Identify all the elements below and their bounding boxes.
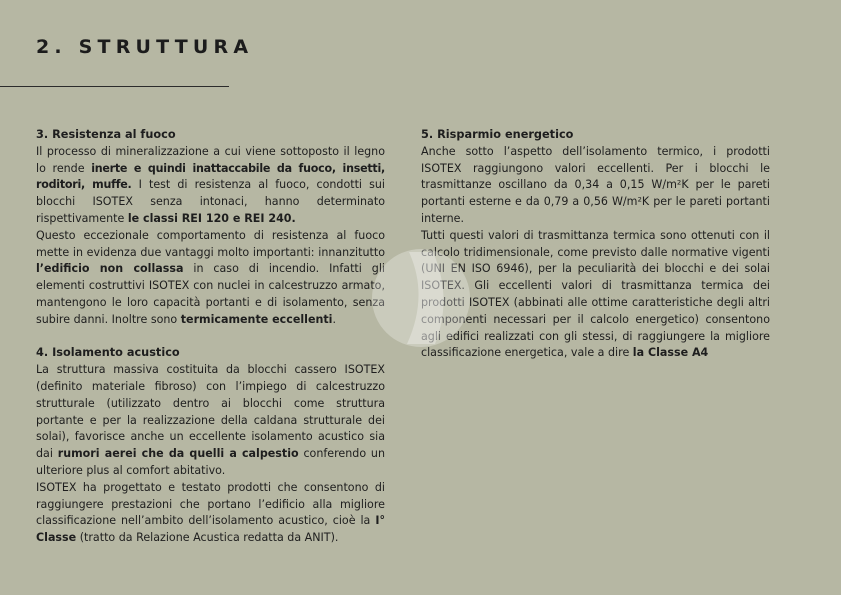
left-column	[36, 127, 385, 547]
bold-text-run: la Classe A4	[632, 346, 709, 360]
bold-text-run: le classi REI 120 e REI 240.	[127, 211, 296, 225]
energy-paragraph-1: Anche sotto l’aspetto dell’isolamento termico, i prodotti ISOTEX raggiungono valori eccellenti. Per i blocchi le trasmittanze oscillano da 0,34 a 0,15 W/m²K per le pareti portanti esterne e da 0,79 a 0,56 W/m²K per le pareti portanti interne.	[421, 144, 770, 225]
acoustic-heading: 4. Isolamento acustico	[36, 346, 180, 360]
text-run: Il processo di mineralizzazione a cui viene sottoposto il legno lo rende	[36, 144, 385, 175]
text-run: ISOTEX ha progettato e testato prodotti che consentono di raggiungere prestazioni che portano l’edificio alla migliore classificazione nell’ambito dell’isolamento acustico, cioè la	[36, 480, 385, 528]
energy-heading: 5. Risparmio energetico	[421, 128, 574, 141]
fire-resistance-section	[36, 127, 385, 329]
bold-text-run: termicamente eccellenti	[180, 312, 333, 326]
bold-text-run: rumori aerei che da quelli a calpestio	[57, 447, 299, 461]
fire-resistance-paragraph-1	[36, 144, 385, 228]
text-run: .	[332, 312, 337, 326]
text-run: in caso di incendio. Infatti gli elementi costruttivi ISOTEX con nuclei in calcestruzzo armato, mantengono le loro capacità portanti e di isolamento, senza subire danni. Inoltre sono	[36, 262, 385, 326]
bold-text-run: inerte e quindi inattaccabile da fuoco, insetti, roditori, muffe.	[36, 161, 385, 192]
energy-paragraph-2	[421, 228, 770, 362]
text-run: Questo eccezionale comportamento di resistenza al fuoco mette in evidenza due vantaggi molto importanti: innanzitutto	[36, 228, 385, 259]
fire-resistance-paragraph-2	[36, 228, 385, 329]
text-run: I test di resistenza al fuoco, condotti sui blocchi ISOTEX senza intonaci, hanno determinato rispettivamente	[36, 178, 385, 225]
right-column	[421, 127, 770, 362]
page-title: 2. STRUTTURA	[36, 36, 254, 58]
acoustic-section	[36, 345, 385, 547]
acoustic-paragraph-1	[36, 362, 385, 480]
bold-text-run: I° Classe	[36, 514, 385, 545]
fire-resistance-heading: 3. Resistenza al fuoco	[36, 128, 176, 141]
section-spacer	[36, 329, 385, 346]
energy-section	[421, 127, 770, 362]
watermark-logo-icon	[371, 248, 471, 348]
text-run: (tratto da Relazione Acustica redatta da ANIT).	[76, 531, 339, 545]
title-divider	[0, 86, 229, 87]
bold-text-run: l’edificio non collassa	[36, 262, 184, 276]
text-run: conferendo un ulteriore plus al comfort abitativo.	[36, 447, 385, 477]
acoustic-paragraph-2	[36, 480, 385, 547]
text-run: La struttura massiva costituita da blocchi cassero ISOTEX (definito materiale fibroso) con l’impiego di calcestruzzo strutturale (utilizzato dentro ai blocchi come struttura portante e per la realizzazione della caldana strutturale dei solai), favorisce anche un eccellente isolamento acustico sia dai	[36, 363, 385, 461]
text-run: Tutti questi valori di trasmittanza termica sono ottenuti con il calcolo tridimensionale, come previsto dalle normative vigenti (UNI EN ISO 6946), per la peculiarità dei blocchi e dei solai ISOTEX. Gli eccellenti valori di trasmittanza termica dei prodotti ISOTEX (abbinati alle ottime caratteristiche degli altri componenti necessari per il calcolo energetico) consentono agli edifici realizzati con gli stessi, di raggiungere la migliore classificazione energetica, vale a dire	[421, 228, 770, 360]
